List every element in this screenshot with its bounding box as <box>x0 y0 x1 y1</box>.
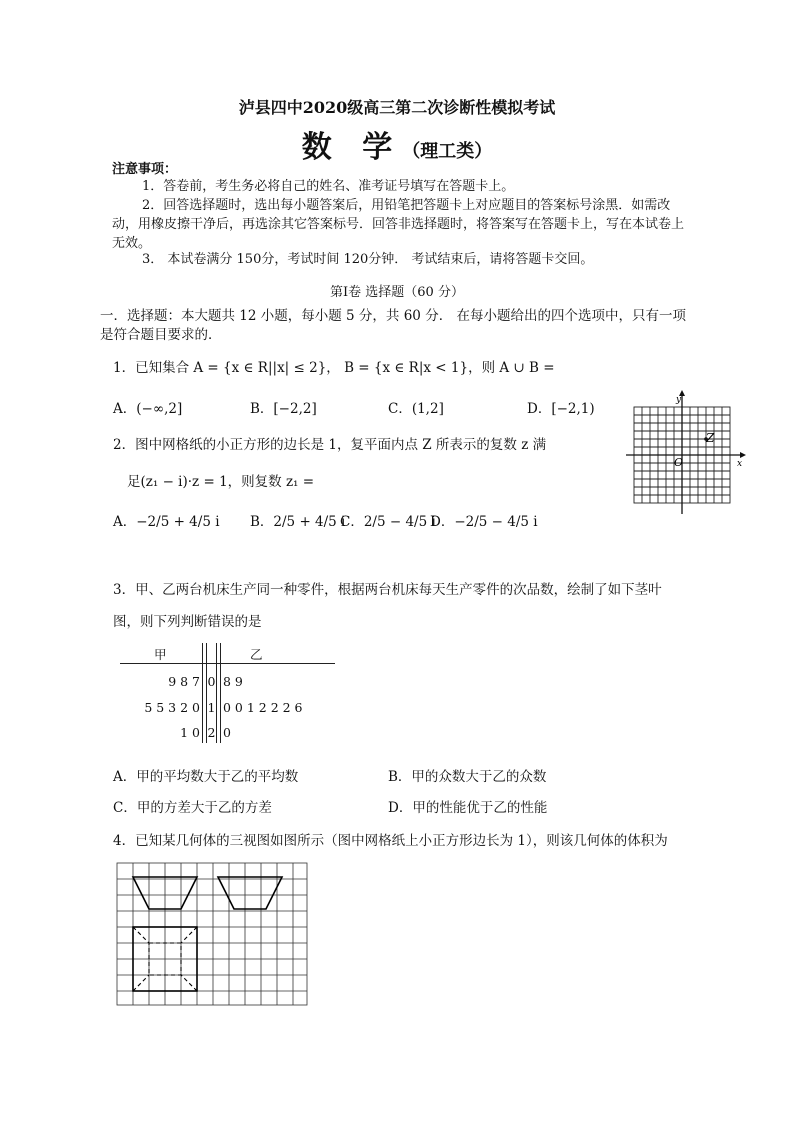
header-rule <box>120 663 335 664</box>
notes-heading: 注意事项： <box>112 162 178 177</box>
stem-row-0: 0 <box>207 674 216 689</box>
x-axis-label: x <box>737 459 743 469</box>
q1-option-c: C．(1,2] <box>388 401 444 417</box>
point-z-label: Z <box>706 431 715 445</box>
subject-name: 数 学 <box>301 130 403 165</box>
q3-option-b: B．甲的众数大于乙的众数 <box>388 769 547 785</box>
exam-title: 泸县四中2020级高三第二次诊断性模拟考试 <box>238 98 556 117</box>
q1-stem: 1．已知集合 A = {x ∈ R||x| ≤ 2}， B = {x ∈ R|x < 1}，则 A ∪ B = <box>113 360 555 376</box>
stem-row-2: 2 <box>207 725 216 740</box>
right-header: 乙 <box>250 647 263 662</box>
x-axis-arrow <box>740 452 746 458</box>
leaf-right-row-1: 0 0 1 2 2 2 6 <box>223 700 303 715</box>
stem-leaf-plot <box>120 643 335 743</box>
q2-option-c: C．2/5 − 4/5 i <box>340 514 436 530</box>
note-item-3: 3． 本试卷满分 150分，考试时间 120分钟． 考试结束后，请将答题卡交回。 <box>142 252 594 267</box>
q1-option-d: D．[−2,1) <box>527 401 595 417</box>
q2-option-b: B．2/5 + 4/5 i <box>250 514 346 530</box>
leaf-left-row-1: 5 5 3 2 0 <box>144 700 200 715</box>
side-view <box>218 877 282 909</box>
left-header: 甲 <box>154 647 167 662</box>
section-intro: 一．选择题：本大题共 12 小题，每小题 5 分，共 60 分． 在每小题给出的四个选项中，只有一项是符合题目要求的． <box>100 308 686 343</box>
leaf-left-row-2: 1 0 <box>180 725 200 740</box>
right-divider-2 <box>220 643 221 743</box>
left-divider <box>202 643 203 743</box>
subject-suffix: （理工类） <box>402 141 493 162</box>
complex-plane-figure <box>620 390 750 515</box>
q3-option-c: C．甲的方差大于乙的方差 <box>113 800 272 816</box>
q2-option-a: A．−2/5 + 4/5 i <box>113 514 220 530</box>
q2-option-d: D．−2/5 − 4/5 i <box>430 514 538 530</box>
q3-option-d: D．甲的性能优于乙的性能 <box>388 800 548 816</box>
note-item-1: 1．答卷前，考生务必将自己的姓名、准考证号填写在答题卡上。 <box>142 179 515 194</box>
three-view-figure <box>115 861 315 1011</box>
q3-option-a: A．甲的平均数大于乙的平均数 <box>113 769 299 785</box>
origin-label: O <box>674 456 684 469</box>
q2-stem-line2: 足(z₁ − i)·z = 1，则复数 z₁ = <box>127 474 315 490</box>
right-divider <box>216 643 217 743</box>
note-item-2: 2．回答选择题时，选出每小题答案后，用铅笔把答题卡上对应题目的答案标号涂黑．如需改动，用橡皮擦干净后，再选涂其它答案标号．回答非选择题时，将答案写在答题卡上，写在本试卷上无效。 <box>112 198 685 251</box>
stem-row-1: 1 <box>207 700 216 715</box>
leaf-right-row-0: 8 9 <box>223 674 243 689</box>
q2-stem-line1: 2．图中网格纸的小正方形的边长是 1，复平面内点 Z 所表示的复数 z 满 <box>113 437 547 453</box>
y-axis-label: y <box>676 395 682 405</box>
axes <box>626 396 743 514</box>
leaf-right-row-2: 0 <box>223 725 231 740</box>
q3-stem-line1: 3．甲、乙两台机床生产同一种零件，根据两台机床每天生产零件的次品数，绘制了如下茎叶 <box>113 582 662 598</box>
q4-stem: 4．已知某几何体的三视图如图所示（图中网格纸上小正方形边长为 1），则该几何体的体积为 <box>113 833 668 849</box>
q1-option-b: B．[−2,2] <box>250 401 317 417</box>
leaf-left-row-0: 9 8 7 <box>168 674 200 689</box>
section-title: 第Ⅰ卷 选择题（60 分） <box>330 285 464 300</box>
q3-stem-line2: 图，则下列判断错误的是 <box>113 614 262 630</box>
q1-option-a: A．(−∞,2] <box>113 401 183 417</box>
